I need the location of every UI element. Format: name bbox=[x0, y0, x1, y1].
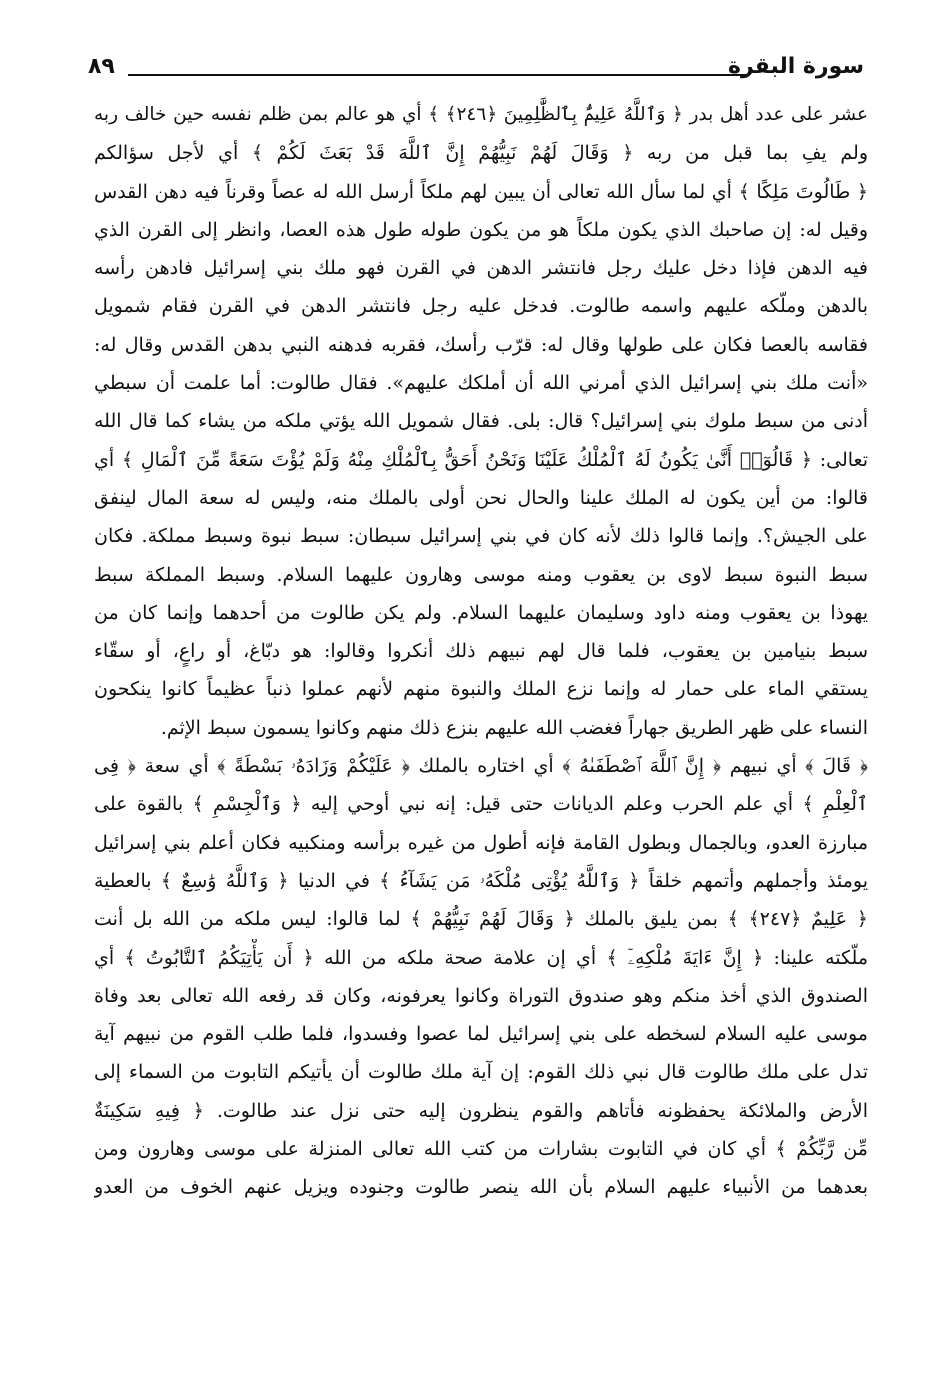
text-line: يومئذ وأجملهم وأتمهم خلقاً ﴿ وَٱللَّهُ يُؤْتِى مُلْكَهُۥ مَن يَشَآءُ ﴾ في الدنيا ﴿ وَٱللَّهُ وَٰسِعٌ ﴾ بالعطية bbox=[94, 869, 868, 892]
text-line: ﴿ عَلِيمٌ ﴿٢٤٧﴾ ﴾ بمن يليق بالملك ﴿ وَقَالَ لَهُمْ نَبِيُّهُمْ ﴾ لما قالوا: ليس ملكه من الله بل أنت bbox=[94, 908, 868, 931]
text-line: ﴿ طَالُوتَ مَلِكًا ﴾ أي لما سأل الله تعالى أن يبين لهم ملكاً أرسل الله له عصاً وقرناً فيه دهن القدس bbox=[94, 180, 868, 203]
text-line: مِّن رَّبِّكُمْ ﴾ أي كان في التابوت بشارات من كتب الله تعالى المنزلة على موسى وهارون ومن bbox=[94, 1138, 868, 1161]
surah-title: سورة البقرة bbox=[727, 54, 864, 79]
text-line: ﴿ قَالَ ﴾ أي نبيهم ﴿ إِنَّ ٱللَّهَ ٱصْطَفَىٰهُ ﴾ أي اختاره بالملك ﴿ عَلَيْكُمْ وَزَادَهُۥ بَسْطَةً ﴾ أي سعة ﴿ فِى bbox=[94, 755, 868, 778]
text-line: تعالى: ﴿ قَالُوٓا۟ أَنَّىٰ يَكُونُ لَهُ ٱلْمُلْكُ عَلَيْنَا وَنَحْنُ أَحَقُّ بِٱلْمُلْكِ مِنْهُ وَلَمْ يُؤْتَ سَعَةً مِّنَ ٱلْمَالِ ﴾ أي bbox=[94, 448, 868, 471]
text-line: وقيل له: إن صاحبك الذي يكون ملكاً هو من يكون طوله طول هذه العصا، وانظر إلى القرن الذي bbox=[94, 218, 868, 241]
text-line: على الجيش؟. وإنما قالوا ذلك لأنه كان في بني إسرائيل سبطان: سبط نبوة وسبط مملكة. فكان bbox=[94, 525, 868, 548]
text-line: سبط بنيامين بن يعقوب، فلما قال لهم نبيهم ذلك أنكروا وقالوا: هو دبّاغ، أو راعٍ، أو سقّاء bbox=[94, 640, 868, 663]
text-line: تدل على ملك طالوت قال نبي ذلك القوم: إن آية ملك طالوت أن يأتيكم التابوت من السماء إلى bbox=[94, 1061, 868, 1084]
text-line: ملّكته علينا: ﴿ إِنَّ ءَايَةَ مُلْكِهِۦٓ ﴾ أي إن علامة صحة ملكه من الله ﴿ أَن يَأْتِيَكُمُ ٱلتَّابُوتُ ﴾ أي bbox=[94, 946, 868, 969]
page-body bbox=[94, 96, 868, 1326]
text-line: الأرض والملائكة يحفظونه فأتاهم والقوم ينظرون إليه حتى نزل عند طالوت. ﴿ فِيهِ سَكِينَةٌ bbox=[94, 1099, 868, 1122]
text-line: يهوذا بن يعقوب ومنه داود وسليمان عليهما السلام. ولم يكن طالوت من أحدهما وإنما كان من bbox=[94, 601, 868, 624]
text-line: سبط النبوة سبط لاوى بن يعقوب ومنه موسى وهارون عليهما السلام. وسبط المملكة سبط bbox=[94, 563, 868, 586]
text-line: الصندوق الذي أخذ منكم وهو صندوق التوراة وكانوا يعرفونه، وكان قد رفعه الله تعالى بعد وفاة bbox=[94, 984, 868, 1007]
text-line: «أنت ملك بني إسرائيل الذي أمرني الله أن أملكك عليهم». فقال طالوت: أما علمت أن سبطي bbox=[94, 372, 868, 395]
page-number: ٨٩ bbox=[88, 54, 115, 79]
text-line: عشر على عدد أهل بدر ﴿ وَٱللَّهُ عَلِيمٌۢ بِٱلظَّٰلِمِينَ ﴿٢٤٦﴾ ﴾ أي هو عالم بمن ظلم نفسه حين خالف ربه bbox=[94, 104, 868, 125]
text-line: فقاسه بالعصا فكان على طولها وقال له: قرّب رأسك، فقربه فدهنه النبي بدهن القدس وقال له: bbox=[94, 333, 868, 356]
text-line: مبارزة العدو، وبالجمال وبطول القامة فإنه أطول من غيره برأسه ومنكبيه فكان أعلم بني إسرائيل bbox=[94, 831, 868, 854]
header-rule bbox=[128, 74, 746, 76]
text-line: النساء على ظهر الطريق جهاراً فغضب الله عليهم بنزع ذلك منهم وكانوا يسمون سبط الإثم. bbox=[160, 716, 868, 739]
text-line: قالوا: من أين يكون له الملك علينا والحال نحن أولى بالملك منه، وليس له سعة المال لينفق bbox=[94, 486, 868, 509]
text-line: ٱلْعِلْمِ ﴾ أي علم الحرب وعلم الديانات حتى قيل: إنه نبي أوحي إليه ﴿ وَٱلْجِسْمِ ﴾ بالقوة على bbox=[94, 793, 868, 816]
page-header bbox=[88, 52, 864, 88]
text-line: أدنى من سبط ملوك بني إسرائيل؟ قال: بلى. فقال شمويل الله يؤتي ملكه من يشاء كما قال الله bbox=[94, 410, 868, 433]
text-line: يستقي الماء على حمار له وإنما نزع الملك والنبوة منهم لأنهم عملوا ذنباً عظيماً كانوا ينكحون bbox=[94, 678, 868, 701]
text-line: بالدهن وملّكه عليهم واسمه طالوت. فدخل عليه رجل فانتشر الدهن في القرن فقام شمويل bbox=[94, 295, 868, 318]
text-line: فيه الدهن فإذا دخل عليك رجل فانتشر الدهن في القرن فهو ملك بني إسرائيل فادهن رأسه bbox=[94, 257, 868, 280]
text-line: ولم يفِ بما قبل من ربه ﴿ وَقَالَ لَهُمْ نَبِيُّهُمْ إِنَّ ٱللَّهَ قَدْ بَعَثَ لَكُمْ ﴾ أي لأجل سؤالكم bbox=[94, 142, 868, 165]
text-line: موسى عليه السلام لسخطه على بني إسرائيل لما عصوا وفسدوا، فلما طلب القوم من نبيهم آية bbox=[94, 1023, 868, 1046]
text-line: بعدهما من الأنبياء عليهم السلام بأن الله ينصر طالوت وجنوده ويزيل عنهم الخوف من العدو bbox=[94, 1176, 868, 1199]
